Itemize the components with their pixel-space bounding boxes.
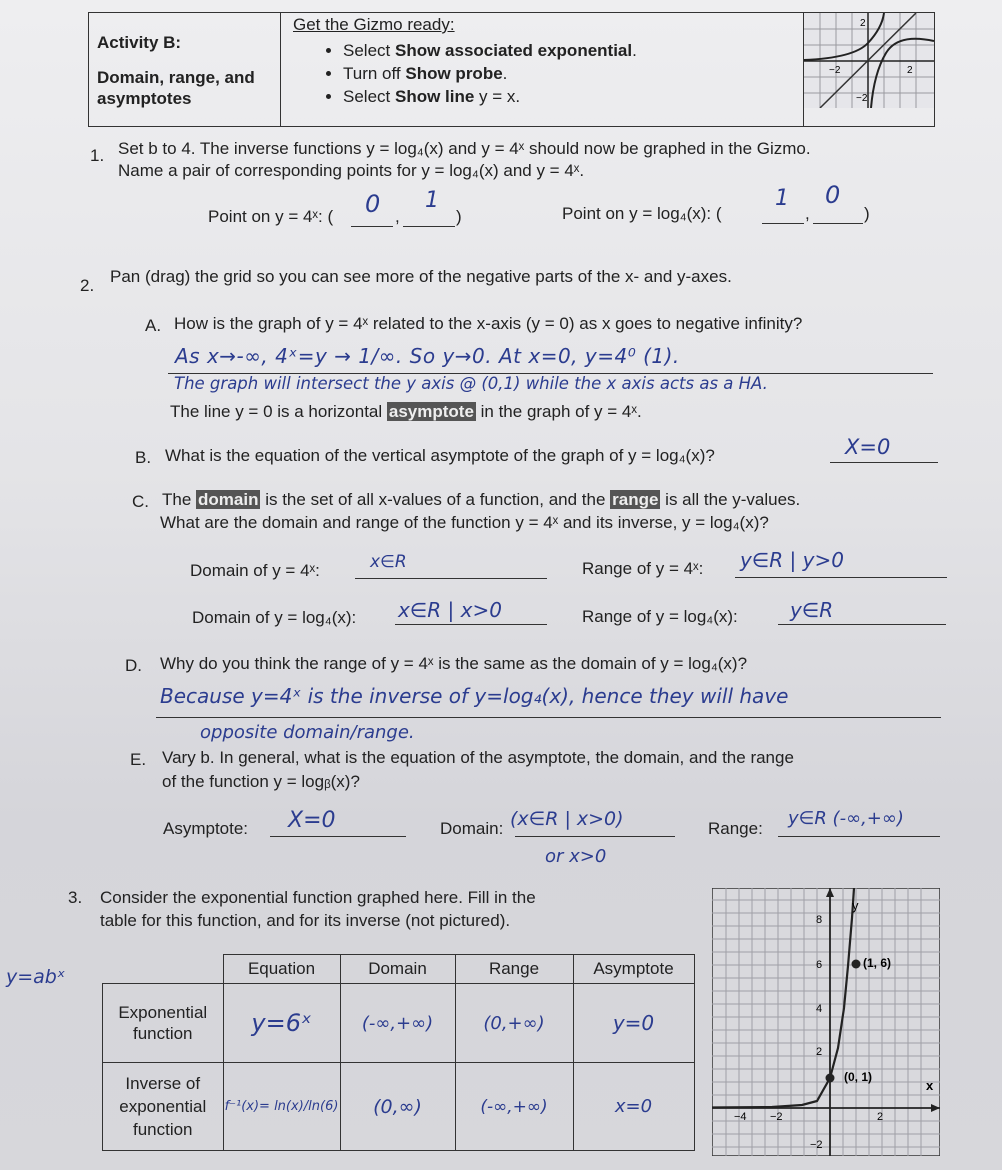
q2-number: 2.: [80, 276, 95, 295]
q2c-letter: C.: [132, 492, 149, 511]
q1-number: 1.: [90, 146, 105, 165]
x-tick-neg2: −2: [770, 1111, 783, 1123]
q3-exponential-graph: [712, 888, 940, 1156]
q3-margin-note: y=abˣ: [6, 966, 66, 988]
q1-point-exp-label: Point on y = 4ˣ: (: [208, 207, 334, 226]
worksheet-page: Activity B: Domain, range, and asymptotes Get the Gizmo ready: • Select Show associated exponential. • Turn off Show probe. • Select Show line y = x. 2 2 −2 −2 1. Set b to 4. The inverse functions y = log₄(x) and y = 4ˣ should now be graphed in the Gizmo. Name a pair of corresponding points for y = log₄(x) and y = 4ˣ. Point on y = 4ˣ: ( 0 , 1 ) Point on y = log₄(x): ( 1 , 0 ) 2. Pan (drag) the grid so you can see more of the negative parts of the x- and y-axes. A. How is the graph of y = 4ˣ related to the x-axis (y = 0) as x goes to negative infinity? As x→-∞, 4ˣ=y → 1/∞. So y→0. At x=0, y=4⁰ (1). The graph will intersect the y axis @ (0,1) while the x axis acts as a HA. The line y = 0 is a horizontal asymptote in the graph of y = 4ˣ. B. What is the equation of the vertical asymptote of the graph of y = log₄(x)? X=0 C. The domain is the set of all x-values of a function, and the range is all the y-values. What are the domain and range of the function y = 4ˣ and its inverse, y = log₄(x)? Domain of y = 4ˣ: x∈R Range of y = 4ˣ: y∈R | y>0 Domain of y = log₄(x): x∈R | x>0 Range of y = log₄(x): y∈R D. Why do you think the range of y = 4ˣ is the same as the domain of y = log₄(x)? Because y=4ˣ is the inverse of y=log₄(x), hence they will have opposite domain/range. E. Vary b. In general, what is the equation of the asymptote, the domain, and the range of the function y = logᵦ(x)? Asymptote: X=0 Domain: (x∈R | x>0) or x>0 Range: y∈R (-∞,+∞) 3. Consider the exponential function graphed here. Fill in the table for this function, and for its inverse (not pictured). y=abˣ Equation Domain Range Asymptote Exponential function y=6ˣ (-∞,+∞) (0,+∞) y=0 Inverse of exponential function f⁻¹(x)= ln(x)/ln(6) (0,∞) (-∞,+∞) x=0 y x (1, 6) (0, 1) 8 6 4 2 −2 −4 −2 2: [0, 0, 1002, 1170]
y-axis-label: y: [852, 898, 859, 913]
q2c-line2: What are the domain and range of the function y = 4ˣ and its inverse, y = log₄(x)?: [160, 513, 769, 532]
q3-header-asymptote: Asymptote: [573, 955, 694, 984]
q1-line2: Name a pair of corresponding points for y = log₄(x) and y = 4ˣ.: [118, 161, 585, 180]
table-row: [103, 984, 695, 1063]
cell-asymptote: x=0: [573, 1063, 694, 1151]
point-label-0-1: (0, 1): [844, 1070, 873, 1084]
q2d-letter: D.: [125, 656, 142, 675]
activity-title: Activity B:: [97, 33, 182, 52]
gizmo-steps-list: [293, 39, 803, 108]
gizmo-ready-cell: [281, 13, 804, 127]
q2d-hand-answer-1: Because y=4ˣ is the inverse of y=log₄(x), hence they will have: [160, 684, 789, 708]
gizmo-ready-heading: Get the Gizmo ready:: [293, 15, 455, 34]
point-label-1-6: (1, 6): [863, 956, 892, 970]
cell-range: (0,+∞): [455, 984, 573, 1063]
dom-exp-answer: x∈R: [370, 552, 407, 572]
q1-point-log-label: Point on y = log₄(x): (: [562, 204, 722, 223]
q3-header-range: Range: [455, 955, 573, 984]
q2e-line2: of the function y = logᵦ(x)?: [162, 772, 360, 791]
row-label: Inverse of exponential function: [103, 1063, 224, 1151]
q1-exp-answer-b: 1: [425, 188, 439, 213]
q2b-letter: B.: [135, 448, 152, 467]
thumb-label-top: 2: [860, 18, 866, 29]
dom-exp-label: Domain of y = 4ˣ:: [190, 561, 320, 580]
q1-log-answer-b: 0: [825, 181, 841, 209]
q2a-question: How is the graph of y = 4ˣ related to the x-axis (y = 0) as x goes to negative infinity?: [174, 314, 803, 333]
q3-header-domain: Domain: [340, 955, 455, 984]
cell-domain: (0,∞): [340, 1063, 455, 1151]
table-row: [103, 1063, 695, 1151]
q2b-answer: X=0: [845, 435, 891, 459]
ran-exp-answer: y∈R | y>0: [740, 548, 844, 572]
activity-header-table: [88, 12, 935, 127]
row-label: Exponential function: [103, 984, 224, 1063]
thumbnail-graph-cell: [804, 13, 935, 127]
y-tick-8: 8: [816, 914, 823, 926]
point-1-6: [852, 960, 861, 969]
q3-header-equation: Equation: [223, 955, 340, 984]
q2c-line1: The domain is the set of all x-values of a function, and the range is all the y-values.: [162, 490, 801, 509]
y-tick-2: 2: [816, 1046, 823, 1058]
q2d-question: Why do you think the range of y = 4ˣ is the same as the domain of y = log₄(x)?: [160, 654, 748, 673]
q3-table: [102, 954, 695, 1151]
dom-log-label: Domain of y = log₄(x):: [192, 608, 357, 627]
thumb-label-right: 2: [907, 65, 913, 76]
asymptote-label: Asymptote:: [163, 819, 249, 838]
q2a-letter: A.: [145, 316, 162, 335]
x-tick-2: 2: [877, 1111, 884, 1123]
ran-log-label: Range of y = log₄(x):: [582, 607, 738, 626]
q2a-hand-answer-1: As x→-∞, 4ˣ=y → 1/∞. So y→0. At x=0, y=4⁰ (1).: [175, 344, 680, 368]
point-0-1: [826, 1074, 835, 1083]
q1-log-answer-a: 1: [775, 186, 789, 211]
range-answer: y∈R (-∞,+∞): [788, 808, 904, 829]
asymptote-answer: X=0: [288, 808, 336, 833]
x-tick-neg4: −4: [734, 1111, 747, 1123]
activity-subtitle: Domain, range, and asymptotes: [97, 68, 255, 108]
dom-log-answer: x∈R | x>0: [398, 598, 502, 622]
q1-exp-answer-a: 0: [365, 190, 381, 218]
thumbnail-graph: [804, 13, 934, 108]
q3-line2: table for this function, and for its inverse (not pictured).: [100, 911, 511, 930]
q2a-hand-answer-2: The graph will intersect the y axis @ (0,1) while the x axis acts as a HA.: [174, 374, 768, 393]
gizmo-step: • Turn off Show probe.: [343, 62, 803, 85]
cell-asymptote: y=0: [573, 984, 694, 1063]
domain-answer-alt: or x>0: [545, 846, 607, 867]
y-tick-neg2: −2: [810, 1139, 823, 1151]
domain-answer: (x∈R | x>0): [510, 808, 624, 830]
y-tick-6: 6: [816, 959, 823, 971]
q2a-printed-answer: The line y = 0 is a horizontal asymptote in the graph of y = 4ˣ.: [170, 402, 642, 421]
gizmo-step: • Select Show line y = x.: [343, 85, 803, 108]
q2-intro: Pan (drag) the grid so you can see more of the negative parts of the x- and y-axes.: [110, 267, 732, 286]
cell-equation: f⁻¹(x)= ln(x)/ln(6): [223, 1063, 340, 1151]
cell-range: (-∞,+∞): [455, 1063, 573, 1151]
ran-exp-label: Range of y = 4ˣ:: [582, 559, 704, 578]
x-axis-label: x: [926, 1078, 934, 1093]
domain-label: Domain:: [440, 819, 504, 838]
activity-title-cell: [89, 13, 281, 127]
q3-line1: Consider the exponential function graphed here. Fill in the: [100, 888, 536, 907]
y-tick-4: 4: [816, 1003, 823, 1015]
ran-log-answer: y∈R: [790, 598, 834, 622]
q3-number: 3.: [68, 888, 83, 907]
q2b-question: What is the equation of the vertical asymptote of the graph of y = log₄(x)?: [165, 446, 715, 465]
thumb-label-left: −2: [829, 65, 841, 76]
cell-equation: y=6ˣ: [223, 984, 340, 1063]
cell-domain: (-∞,+∞): [340, 984, 455, 1063]
q1-line1: Set b to 4. The inverse functions y = log₄(x) and y = 4ˣ should now be graphed in the Gizmo.: [118, 139, 811, 158]
range-label: Range:: [708, 819, 763, 838]
gizmo-step: • Select Show associated exponential.: [343, 39, 803, 62]
q2e-letter: E.: [130, 750, 147, 769]
q2e-line1: Vary b. In general, what is the equation of the asymptote, the domain, and the range: [162, 748, 794, 767]
thumb-label-bottom: −2: [856, 93, 868, 104]
q2d-hand-answer-2: opposite domain/range.: [200, 722, 415, 743]
